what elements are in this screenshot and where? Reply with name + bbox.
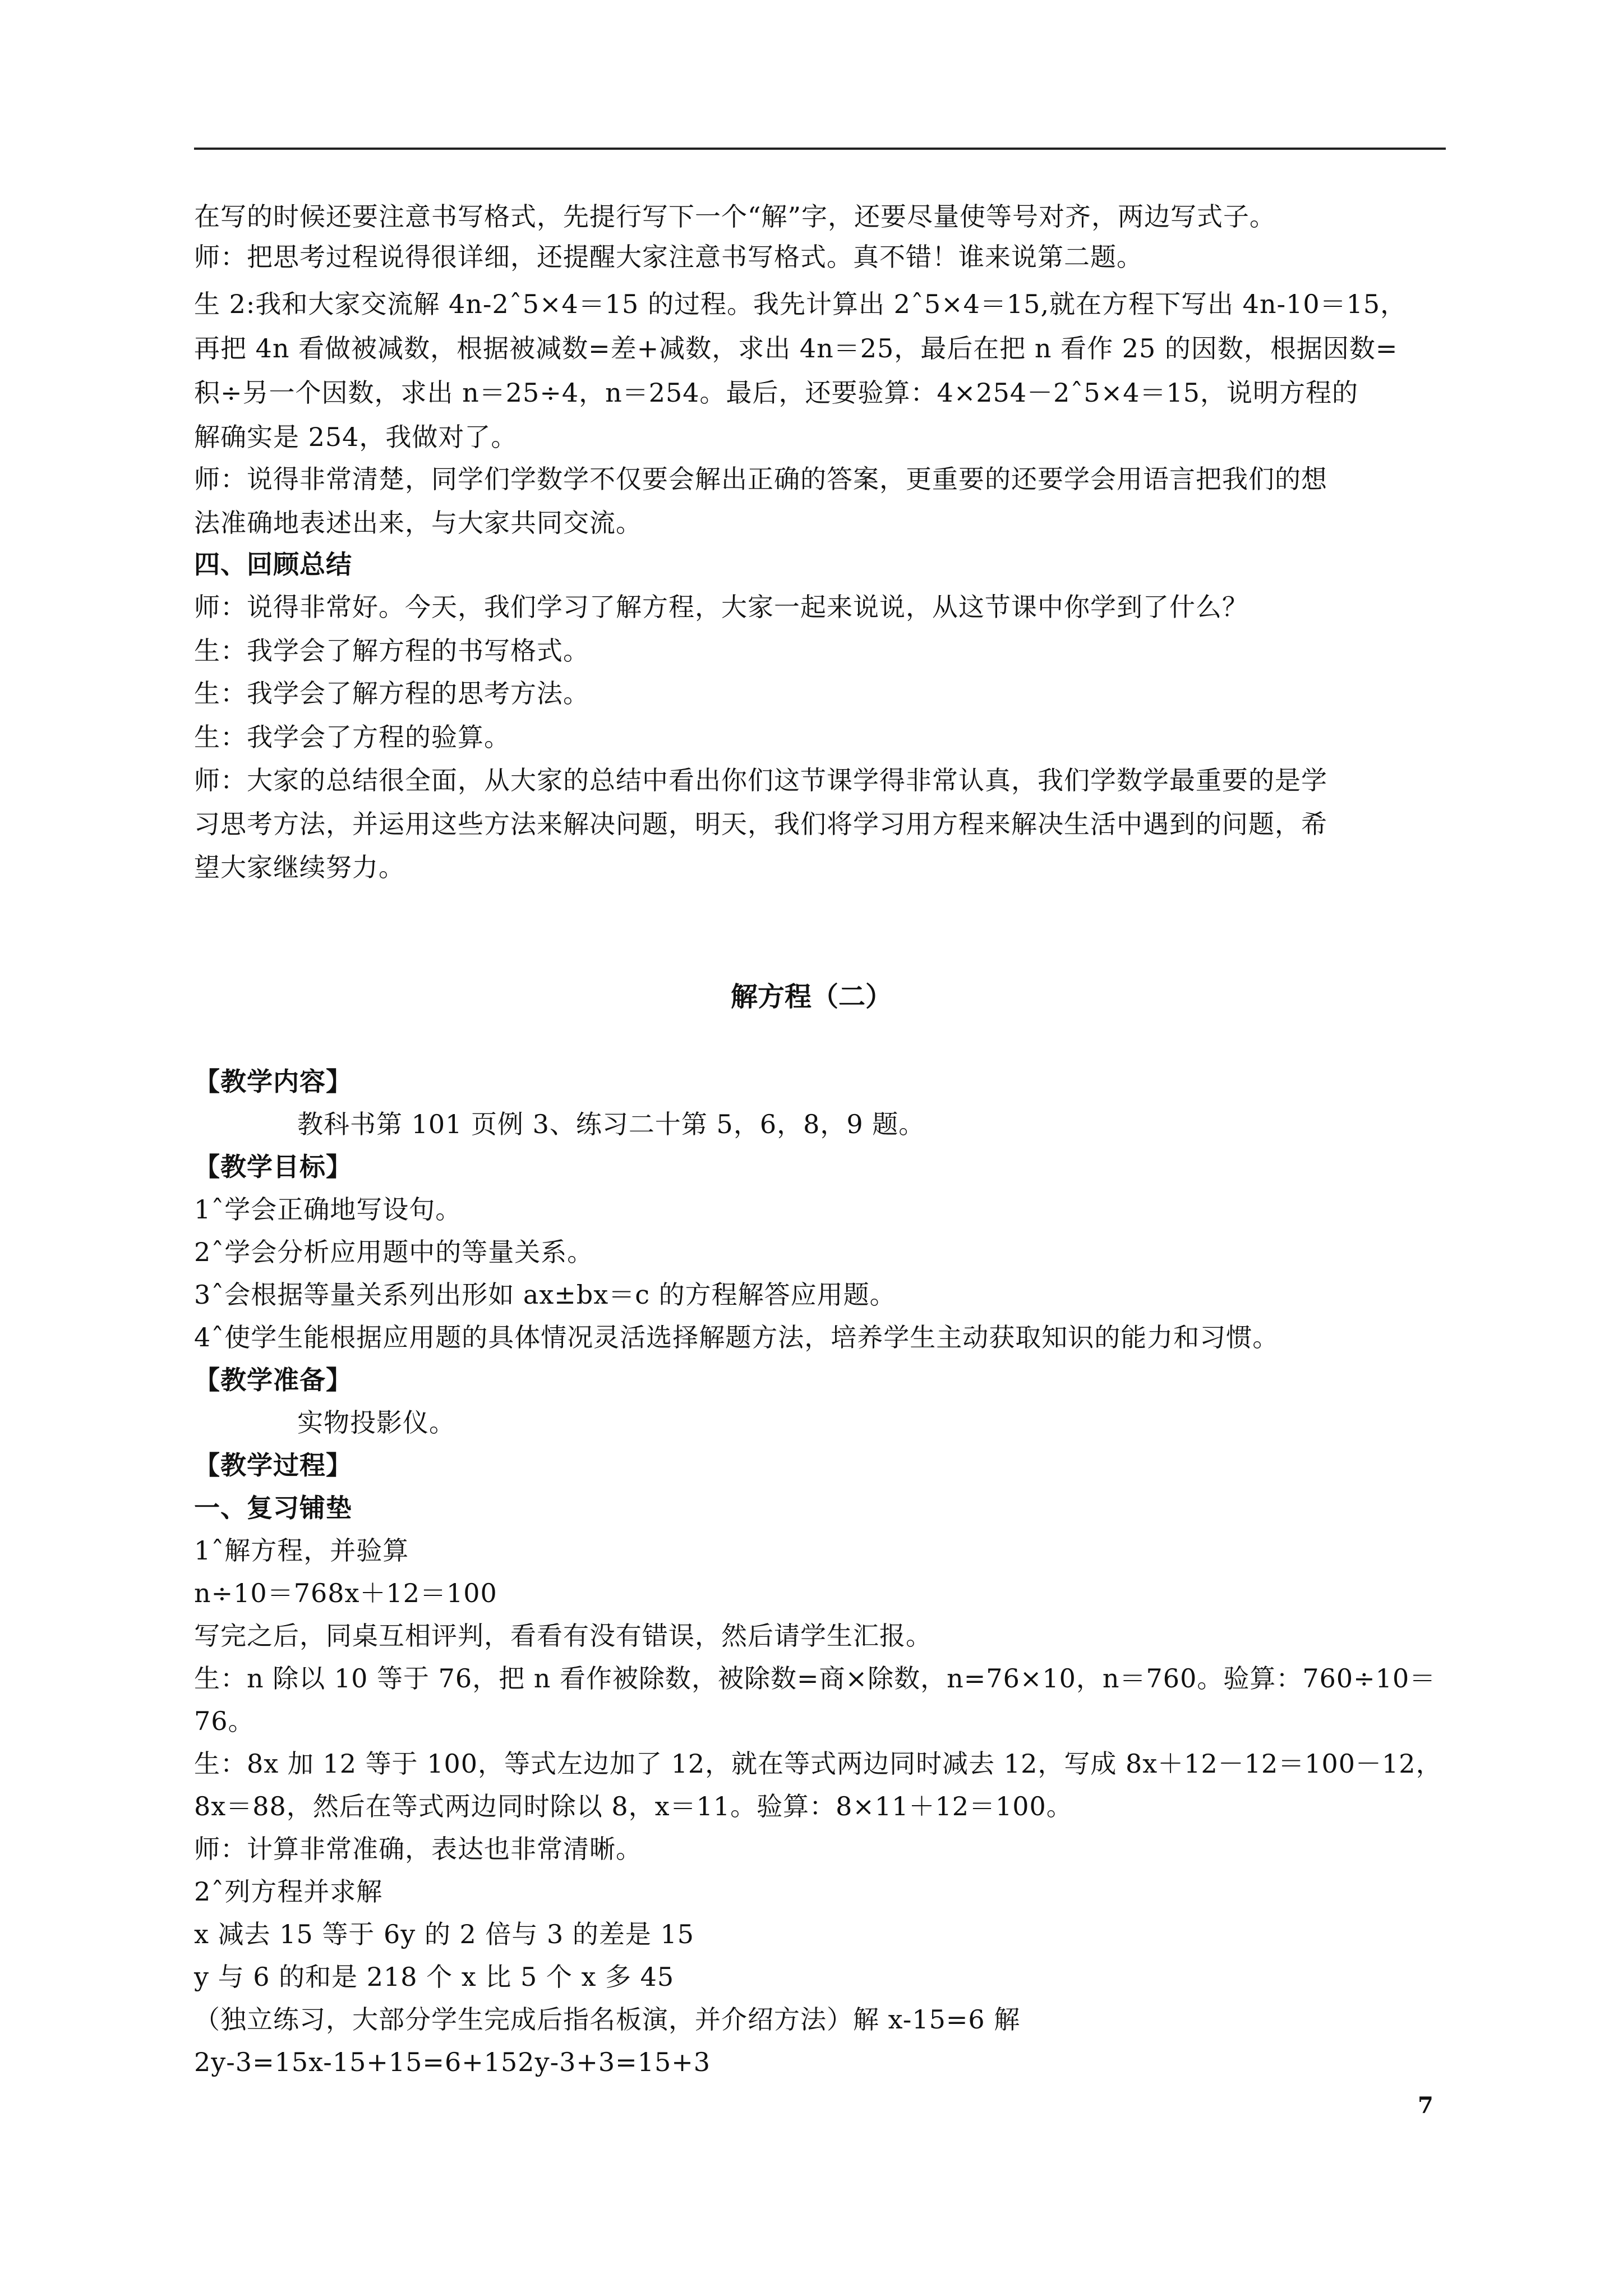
text-line: 积÷另一个因数，求出 n＝25÷4，n＝254。最后，还要验算：4×254－2ˆ5×4＝15，说明方程的 — [194, 378, 1359, 408]
text-line: 法准确地表述出来，与大家共同交流。 — [194, 508, 642, 538]
text-line: 生：我学会了方程的验算。 — [194, 722, 510, 752]
text-line: 师：说得非常清楚，同学们学数学不仅要会解出正确的答案，更重要的还要学会用语言把我们的想 — [194, 464, 1327, 494]
page-number: 7 — [1418, 2092, 1433, 2119]
text-line: 2ˆ学会分析应用题中的等量关系。 — [194, 1237, 594, 1267]
text-line: 4ˆ使学生能根据应用题的具体情况灵活选择解题方法，培养学生主动获取知识的能力和习惯。 — [194, 1322, 1279, 1352]
section-heading: 【教学过程】 — [194, 1450, 352, 1480]
text-line: 2ˆ列方程并求解 — [194, 1876, 383, 1907]
text-line: 生：n 除以 10 等于 76，把 n 看作被除数，被除数=商×除数，n=76×10，n＝760。验算：760÷10＝ — [194, 1663, 1436, 1694]
text-line: 在写的时候还要注意书写格式，先提行写下一个“解”字，还要尽量使等号对齐，两边写式子。 — [194, 201, 1276, 232]
text-line: 写完之后，同桌互相评判，看看有没有错误，然后请学生汇报。 — [194, 1621, 932, 1651]
text-line: 生：我学会了解方程的书写格式。 — [194, 636, 589, 666]
text-line: 师：大家的总结很全面，从大家的总结中看出你们这节课学得非常认真，我们学数学最重要的是学 — [194, 765, 1327, 795]
text-line: n÷10＝768x＋12＝100 — [194, 1578, 497, 1608]
text-line: 1ˆ学会正确地写设句。 — [194, 1194, 462, 1225]
text-line: 76。 — [194, 1706, 255, 1736]
header-rule — [194, 148, 1446, 150]
section-heading: 【教学内容】 — [194, 1066, 352, 1097]
text-line: 师：说得非常好。今天，我们学习了解方程，大家一起来说说，从这节课中你学到了什么？ — [194, 592, 1248, 622]
text-line: 师：把思考过程说得很详细，还提醒大家注意书写格式。真不错！谁来说第二题。 — [194, 242, 1143, 272]
section-heading: 【教学准备】 — [194, 1365, 352, 1395]
text-line: 1ˆ解方程，并验算 — [194, 1535, 409, 1566]
text-line: 生：8x 加 12 等于 100，等式左边加了 12，就在等式两边同时减去 12，写成 8x＋12－12＝100－12， — [194, 1749, 1442, 1779]
text-line: x 减去 15 等于 6y 的 2 倍与 3 的差是 15 — [194, 1919, 695, 1949]
section-heading: 一、复习铺垫 — [194, 1493, 352, 1523]
text-line: 生 2:我和大家交流解 4n-2ˆ5×4＝15 的过程。我先计算出 2ˆ5×4＝15,就在方程下写出 4n-10＝15， — [194, 289, 1407, 319]
section-heading: 四、回顾总结 — [194, 549, 352, 579]
text-line: 解确实是 254，我做对了。 — [194, 422, 518, 452]
section-heading: 【教学目标】 — [194, 1152, 352, 1182]
text-line: 8x＝88，然后在等式两边同时除以 8，x＝11。验算：8×11＋12＝100。 — [194, 1791, 1073, 1821]
text-line: （独立练习，大部分学生完成后指名板演，并介绍方法）解 x-15=6 解 — [194, 2004, 1021, 2035]
text-line: 望大家继续努力。 — [194, 852, 405, 882]
text-line: 生：我学会了解方程的思考方法。 — [194, 678, 589, 708]
lesson-title: 解方程（二） — [730, 981, 892, 1013]
text-line: 习思考方法，并运用这些方法来解决问题，明天，我们将学习用方程来解决生活中遇到的问题，希 — [194, 809, 1327, 839]
text-line: 实物投影仪。 — [297, 1407, 455, 1438]
text-line: 教科书第 101 页例 3、练习二十第 5，6，8，9 题。 — [297, 1109, 925, 1139]
text-line: 师：计算非常准确，表达也非常清晰。 — [194, 1834, 642, 1864]
text-line: 3ˆ会根据等量关系列出形如 ax±bx＝c 的方程解答应用题。 — [194, 1280, 896, 1310]
text-line: y 与 6 的和是 218 个 x 比 5 个 x 多 45 — [194, 1962, 675, 1992]
text-line: 2y-3=15x-15+15=6+152y-3+3=15+3 — [194, 2047, 711, 2077]
text-line: 再把 4n 看做被减数，根据被减数=差+减数，求出 4n＝25，最后在把 n 看作 25 的因数，根据因数= — [194, 333, 1398, 364]
